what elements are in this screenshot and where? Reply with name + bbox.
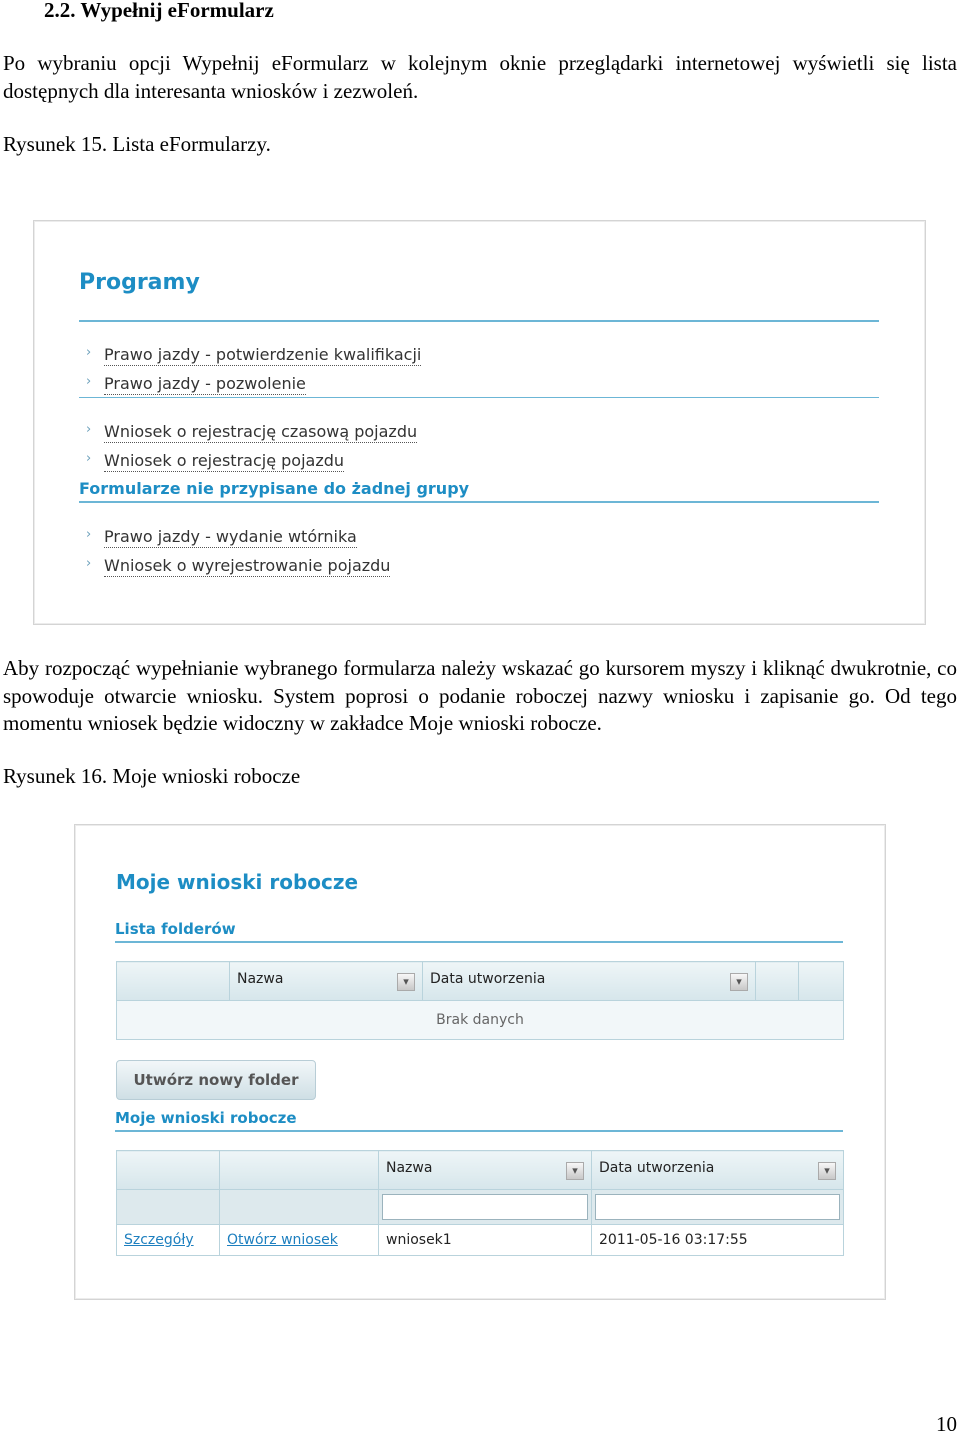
divider (79, 501, 879, 503)
sort-icon[interactable]: ▾ (818, 1162, 836, 1180)
chevron-right-icon: › (86, 527, 92, 542)
form-link[interactable]: › Prawo jazdy - potwierdzenie kwalifikacji (86, 345, 422, 364)
drafts-list-title: Moje wnioski robocze (115, 1109, 297, 1127)
details-link[interactable]: Szczegóły (124, 1232, 194, 1248)
sort-icon[interactable]: ▾ (730, 973, 748, 991)
drafts-table (116, 1150, 844, 1256)
date-filter-input[interactable] (595, 1194, 840, 1220)
column-header-date[interactable]: Data utworzenia ▾ (423, 962, 756, 1001)
instructions-paragraph: Aby rozpocząć wypełnianie wybranego formularza należy wskazać go kursorem myszy i kliknąć dwukrotnie, co spowoduje otwarcie wniosku. System poprosi o podanie roboczej nazwy wniosku i zapisanie go. Od tego momentu wniosek będzie widoczny w zakładce Moje wnioski robocze. (3, 656, 957, 735)
column-header-name[interactable]: Nazwa ▾ (379, 1151, 592, 1190)
ungrouped-forms-title: Formularze nie przypisane do żadnej grupy (79, 479, 470, 498)
name-filter-input[interactable] (382, 1194, 588, 1220)
divider (79, 320, 879, 322)
form-link[interactable]: › Wniosek o wyrejestrowanie pojazdu (86, 556, 391, 575)
intro-paragraph: Po wybraniu opcji Wypełnij eFormularz w kolejnym oknie przeglądarki internetowej wyświetli się lista dostępnych dla interesanta wniosków i zezwoleń. (3, 51, 957, 103)
chevron-right-icon: › (86, 374, 92, 389)
folders-list-title: Lista folderów (115, 920, 236, 938)
create-folder-button[interactable]: Utwórz nowy folder (116, 1060, 316, 1100)
divider (115, 1130, 843, 1132)
drafts-page-title: Moje wnioski robocze (116, 870, 359, 894)
divider (115, 941, 843, 943)
draft-date: 2011-05-16 03:17:55 (592, 1225, 844, 1256)
form-link[interactable]: › Wniosek o rejestrację czasową pojazdu (86, 422, 418, 441)
sort-icon[interactable]: ▾ (397, 973, 415, 991)
column-header-date[interactable]: Data utworzenia ▾ (592, 1151, 844, 1190)
open-draft-link[interactable]: Otwórz wniosek (227, 1232, 338, 1248)
form-link[interactable]: › Prawo jazdy - pozwolenie (86, 374, 306, 393)
chevron-right-icon: › (86, 345, 92, 360)
sort-icon[interactable]: ▾ (566, 1162, 584, 1180)
chevron-right-icon: › (86, 556, 92, 571)
draft-name: wniosek1 (379, 1225, 592, 1256)
section-heading: 2.2. Wypełnij eFormularz (44, 0, 274, 22)
programs-title: Programy (79, 270, 200, 295)
page-number: 10 (936, 1412, 957, 1436)
divider (79, 397, 879, 398)
column-header-name[interactable]: Nazwa ▾ (230, 962, 423, 1001)
figure-15-caption: Rysunek 15. Lista eFormularzy. (3, 132, 271, 156)
form-link[interactable]: › Prawo jazdy - wydanie wtórnika (86, 527, 357, 546)
empty-message: Brak danych (117, 1001, 844, 1040)
figure-16-caption: Rysunek 16. Moje wnioski robocze (3, 764, 301, 788)
chevron-right-icon: › (86, 422, 92, 437)
folders-table (116, 961, 844, 1040)
chevron-right-icon: › (86, 451, 92, 466)
form-link[interactable]: › Wniosek o rejestrację pojazdu (86, 451, 345, 470)
